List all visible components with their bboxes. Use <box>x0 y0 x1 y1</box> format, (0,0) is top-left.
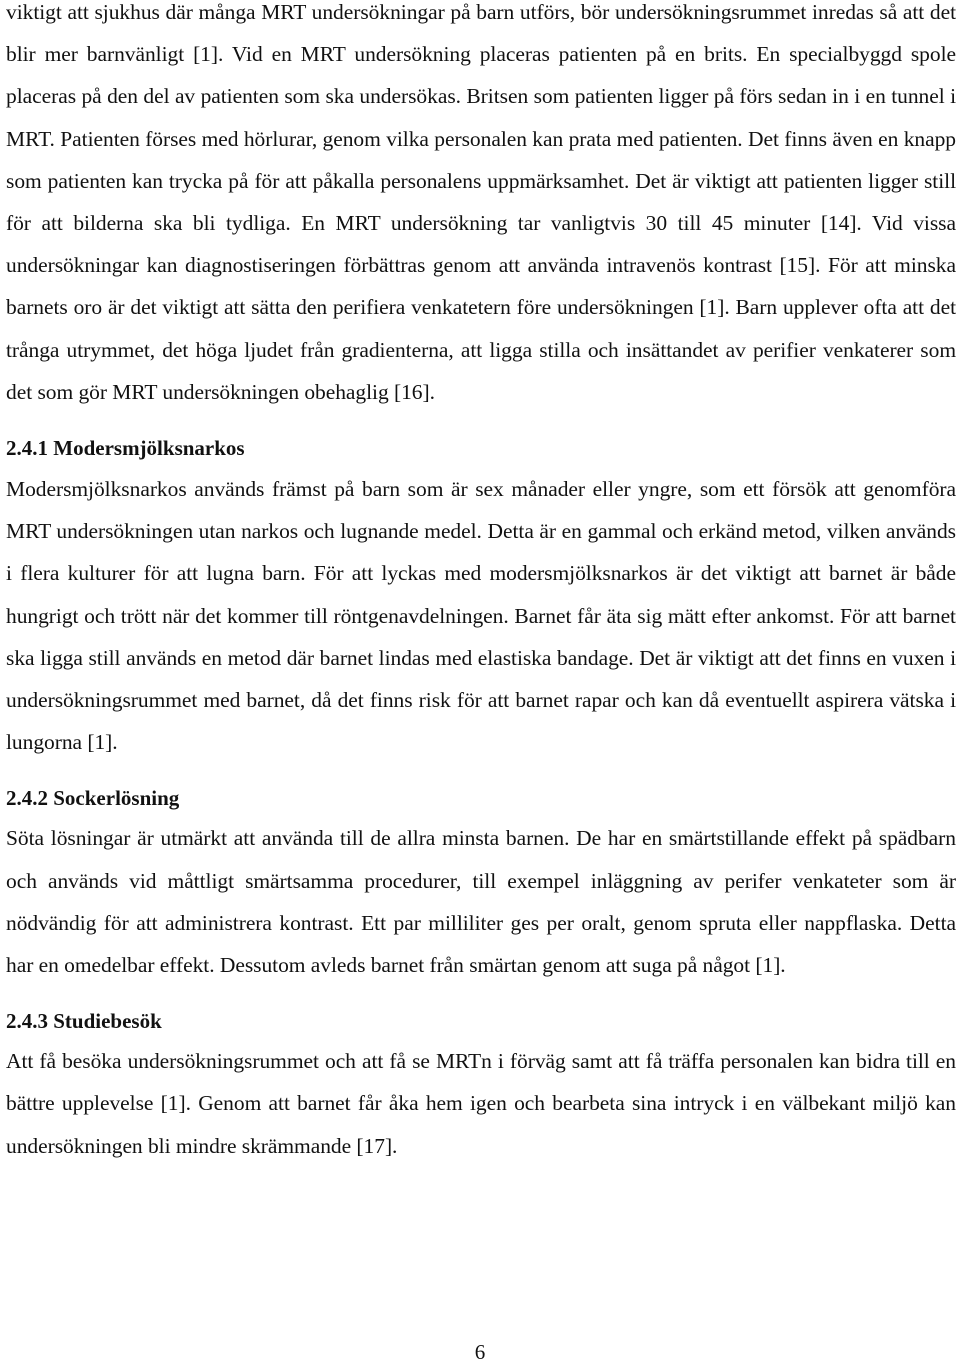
section-paragraph-sockerlosning: Söta lösningar är utmärkt att använda till de allra minsta barnen. De har en smärtstillande effekt på spädbarn och används vid måttligt smärtsamma procedurer, till exempel inläggning av perifer venkateter som är nödvändig för att administrera kontrast. Ett par milliliter ges per oralt, genom spruta eller nappflaska. Detta har en omedelbar effekt. Dessutom avleds barnet från smärtan genom att suga på något [1]. <box>6 826 956 978</box>
section-heading-studiebesok: 2.4.3 Studiebesök <box>6 1009 162 1034</box>
section-heading-sockerlosning: 2.4.2 Sockerlösning <box>6 786 180 811</box>
section-heading-modersmjolksnarkos: 2.4.1 Modersmjölksnarkos <box>6 436 245 461</box>
page-number: 6 <box>474 1340 486 1364</box>
document-page <box>6 0 956 1167</box>
intro-paragraph: viktigt att sjukhus där många MRT undersökningar på barn utförs, bör undersökningsrummet inredas så att det blir mer barnvänligt [1]. Vid en MRT undersökning placeras patienten på en brits. En specialbyggd spole placeras på den del av patienten som ska undersökas. Britsen som patienten ligger på förs sedan in i en tunnel i MRT. Patienten förses med hörlurar, genom vilka personalen kan prata med patienten. Det finns även en knapp som patienten kan trycka på för att påkalla personalens uppmärksamhet. Det är viktigt att patienten ligger still för att bilderna ska bli tydliga. En MRT undersökning tar vanligtvis 30 till 45 minuter [14]. Vid vissa undersökningar kan diagnostiseringen förbättras genom att använda intravenös kontrast [15]. För att minska barnets oro är det viktigt att sätta den perifiera venkatetern före undersökningen [1]. Barn upplever ofta att det trånga utrymmet, det höga ljudet från gradienterna, att ligga stilla och insättandet av perifier venkaterer som det som gör MRT undersökningen obehaglig [16]. <box>6 0 956 404</box>
section-paragraph-studiebesok: Att få besöka undersökningsrummet och att få se MRTn i förväg samt att få träffa personalen kan bidra till en bättre upplevelse [1]. Genom att barnet får åka hem igen och bearbeta sina intryck i en välbekant miljö kan undersökningen bli mindre skrämmande [17]. <box>6 1049 956 1158</box>
section-paragraph-modersmjolksnarkos: Modersmjölksnarkos används främst på barn som är sex månader eller yngre, som ett försök att genomföra MRT undersökningen utan narkos och lugnande medel. Detta är en gammal och erkänd metod, vilken används i flera kulturer för att lugna barn. För att lyckas med modersmjölksnarkos är det viktigt att barnet är både hungrigt och trött när det kommer till röntgenavdelningen. Barnet får äta sig mätt efter ankomst. För att barnet ska ligga still används en metod där barnet lindas med elastiska bandage. Det är viktigt att det finns en vuxen i undersökningsrummet med barnet, då det finns risk för att barnet rapar och kan då eventuellt aspirera vätska i lungorna [1]. <box>6 477 956 755</box>
